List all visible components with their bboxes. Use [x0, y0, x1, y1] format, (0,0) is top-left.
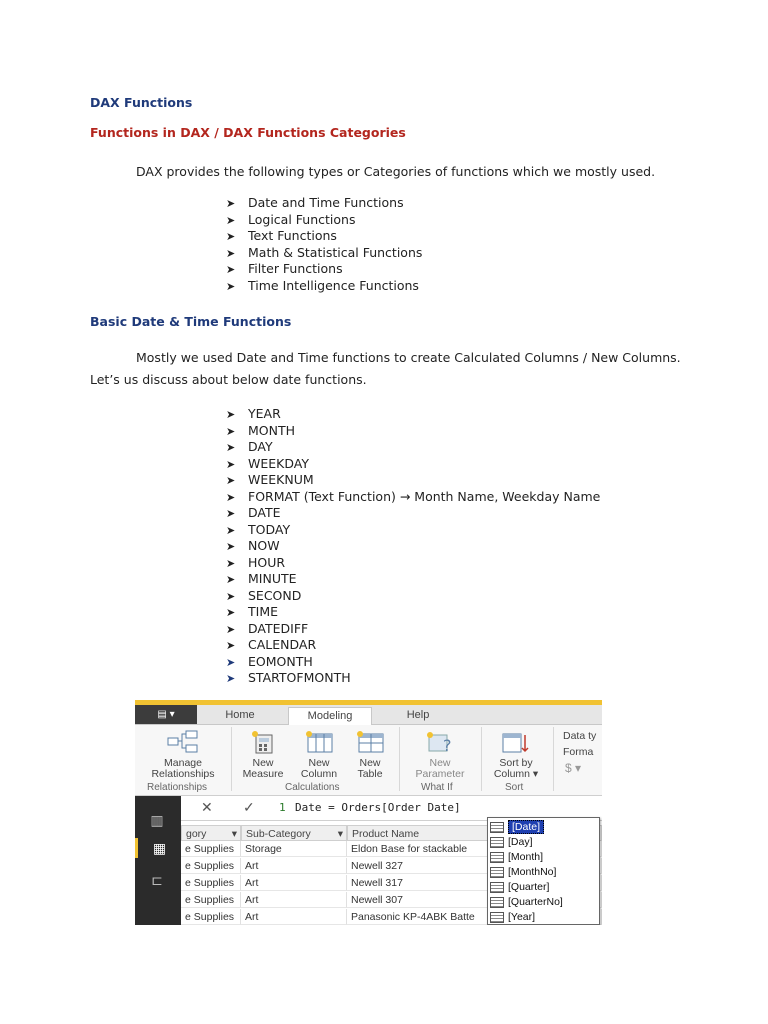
arrow-bullet-icon: ➤ [226, 408, 236, 421]
paragraph-line: Mostly we used Date and Time functions to create Calculated Columns / New Columns. [136, 350, 681, 365]
arrow-bullet-icon: ➤ [226, 556, 236, 570]
dropdown-option[interactable]: [Day] [490, 835, 595, 849]
data-type-label[interactable]: Data ty [563, 730, 597, 742]
table-cell: e Supplies [181, 841, 241, 857]
table-cell: Storage [241, 841, 347, 857]
table-column-icon [490, 882, 504, 893]
new-parameter-button[interactable]: ? New Parameter [403, 729, 477, 780]
dropdown-option[interactable]: [Year] [490, 910, 595, 924]
list-item: ➤ EOMONTH [226, 654, 600, 671]
list-item: ➤ Date and Time Functions [226, 195, 422, 212]
group-label-what-if: What If [421, 782, 453, 793]
arrow-bullet-icon: ➤ [226, 213, 236, 227]
list-item: ➤ DATEDIFF [226, 621, 600, 638]
table-cell: Art [241, 858, 347, 874]
table-cell: Newell 317 [347, 875, 602, 891]
list-item: ➤ NOW [226, 538, 600, 555]
tab-home[interactable]: Home [225, 709, 255, 721]
manage-relationships-button[interactable]: Manage Relationships [139, 729, 227, 780]
list-item: ➤ TIME [226, 604, 600, 621]
list-item: ➤ STARTOFMONTH [226, 670, 600, 687]
intellisense-dropdown [487, 817, 600, 925]
table-cell: Newell 327 [347, 858, 602, 874]
arrow-bullet-icon: ➤ [226, 672, 236, 685]
new-column-button[interactable]: New Column [293, 729, 345, 780]
arrow-bullet-icon: ➤ [226, 490, 236, 504]
doc-title: DAX Functions [90, 95, 193, 110]
section-heading-date-time: Basic Date & Time Functions [90, 314, 292, 329]
arrow-bullet-icon: ➤ [226, 246, 236, 260]
table-cell: Art [241, 892, 347, 908]
arrow-bullet-icon: ➤ [226, 606, 236, 619]
table-column-icon [490, 867, 504, 878]
group-label-sort: Sort [505, 782, 524, 793]
category-list [226, 195, 422, 294]
arrow-bullet-icon: ➤ [226, 573, 236, 586]
arrow-bullet-icon: ➤ [226, 230, 236, 243]
table-cell: e Supplies [181, 875, 241, 891]
cancel-formula-icon[interactable]: ✕ [201, 799, 213, 815]
formula-line-number: 1 [279, 801, 286, 814]
ribbon-separator [481, 727, 482, 791]
arrow-bullet-icon: ➤ [226, 279, 236, 293]
table-icon [355, 729, 385, 755]
dropdown-option[interactable]: [Date] [490, 820, 595, 834]
list-item: ➤ Text Functions [226, 228, 422, 245]
group-label-relationships: Relationships [147, 782, 208, 793]
list-item: ➤ WEEKNUM [226, 472, 600, 489]
ribbon-separator [553, 727, 554, 791]
dropdown-option[interactable]: [MonthNo] [490, 865, 595, 879]
data-view-icon[interactable]: ▦ [135, 838, 181, 858]
new-table-button[interactable]: New Table [347, 729, 393, 780]
table-column-icon [304, 729, 334, 755]
column-header[interactable]: Product Name [347, 825, 602, 841]
dropdown-option[interactable]: [Quarter] [490, 880, 595, 894]
arrow-bullet-icon: ➤ [226, 263, 236, 276]
list-item: ➤ CALENDAR [226, 637, 600, 654]
commit-formula-icon[interactable]: ✓ [243, 799, 255, 815]
table-cell: e Supplies [181, 909, 241, 925]
list-item: ➤ FORMAT (Text Function) → Month Name, Weekday Name [226, 489, 600, 506]
view-sidebar [135, 796, 181, 925]
ribbon-separator [231, 727, 232, 791]
column-header[interactable]: gory ▾ [181, 825, 241, 841]
table-cell: Eldon Base for stackable [347, 841, 602, 857]
arrow-bullet-icon: ➤ [226, 589, 236, 603]
arrow-bullet-icon: ➤ [226, 424, 236, 438]
dropdown-option[interactable]: [QuarterNo] [490, 895, 595, 909]
list-item: ➤ WEEKDAY [226, 456, 600, 473]
parameter-icon [423, 729, 457, 755]
arrow-bullet-icon: ➤ [226, 507, 236, 520]
format-label[interactable]: Forma [563, 746, 594, 758]
arrow-bullet-icon: ➤ [226, 540, 236, 553]
new-measure-button[interactable]: New Measure [235, 729, 291, 780]
formula-input[interactable]: Date = Orders[Order Date] [295, 801, 461, 814]
table-cell: Newell 307 [347, 892, 602, 908]
function-list [226, 406, 600, 687]
arrow-bullet-icon: ➤ [226, 622, 236, 636]
list-item: ➤ DATE [226, 505, 600, 522]
table-column-icon [490, 837, 504, 848]
list-item: ➤ TODAY [226, 522, 600, 539]
arrow-bullet-icon: ➤ [226, 639, 236, 652]
arrow-bullet-icon: ➤ [226, 523, 236, 537]
list-item: ➤ DAY [226, 439, 600, 456]
paragraph-line: Let’s us discuss about below date functions. [90, 372, 367, 387]
sort-by-column-button[interactable]: Sort by Column ▾ [483, 729, 549, 780]
arrow-bullet-icon: ➤ [226, 655, 236, 669]
arrow-bullet-icon: ➤ [226, 197, 236, 210]
svg-text:?: ? [443, 736, 452, 755]
tab-modeling[interactable]: Modeling [288, 707, 372, 725]
table-column-icon [490, 852, 504, 863]
table-column-icon [490, 897, 504, 908]
table-cell: e Supplies [181, 858, 241, 874]
report-view-icon[interactable]: ▥ [150, 812, 164, 828]
table-cell: Panasonic KP-4ABK Batte [347, 909, 602, 925]
list-item: ➤ HOUR [226, 555, 600, 572]
list-item: ➤ MINUTE [226, 571, 600, 588]
tab-help[interactable]: Help [406, 709, 430, 721]
section-heading-categories: Functions in DAX / DAX Functions Categories [90, 125, 406, 140]
intro-paragraph: DAX provides the following types or Categories of functions which we mostly used. [136, 164, 656, 179]
arrow-bullet-icon: ➤ [226, 457, 236, 471]
group-label-calculations: Calculations [285, 782, 340, 793]
list-item: ➤ Time Intelligence Functions [226, 278, 422, 295]
table-cell: Art [241, 875, 347, 891]
currency-dropdown[interactable]: $ ▾ [565, 761, 582, 775]
filter-dropdown-icon[interactable]: ▾ [231, 828, 237, 840]
list-item: ➤ SECOND [226, 588, 600, 605]
table-column-icon [490, 822, 504, 833]
ribbon [135, 725, 602, 796]
filter-dropdown-icon[interactable]: ▾ [337, 828, 343, 840]
ribbon-separator [399, 727, 400, 791]
model-view-icon[interactable]: ⊏ [151, 872, 163, 888]
list-item: ➤ Logical Functions [226, 212, 422, 229]
column-header[interactable]: Sub-Category ▾ [241, 825, 347, 841]
file-menu-button[interactable]: ▤ ▾ [135, 705, 197, 724]
dropdown-option[interactable]: [Month] [490, 850, 595, 864]
list-item: ➤ YEAR [226, 406, 600, 423]
table-cell: Art [241, 909, 347, 925]
sort-icon [499, 729, 533, 755]
ribbon-tab-row [135, 705, 602, 725]
arrow-bullet-icon: ➤ [226, 474, 236, 487]
calculator-icon [250, 729, 276, 755]
list-item: ➤ Filter Functions [226, 261, 422, 278]
list-item: ➤ MONTH [226, 423, 600, 440]
arrow-bullet-icon: ➤ [226, 441, 236, 454]
list-item: ➤ Math & Statistical Functions [226, 245, 422, 262]
table-column-icon [490, 912, 504, 923]
powerbi-screenshot [135, 700, 602, 925]
table-cell: e Supplies [181, 892, 241, 908]
relationships-icon [166, 729, 200, 755]
